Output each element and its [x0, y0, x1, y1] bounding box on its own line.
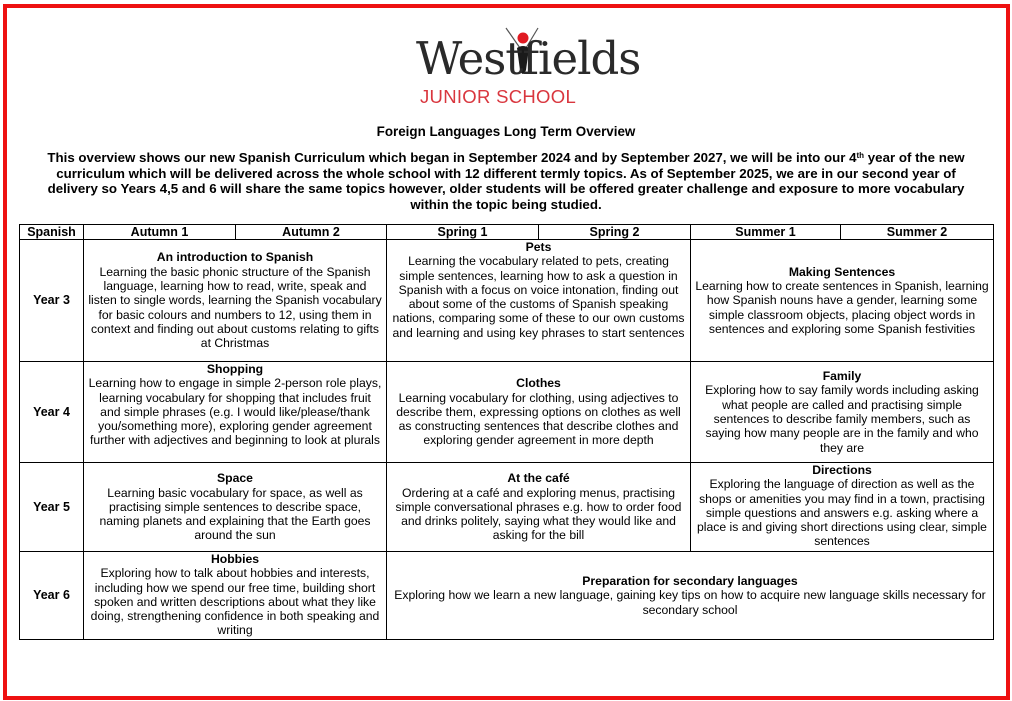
intro-text-2: year of the new curriculum which will be delivered across the whole school with 12 different termly topics. As of September 2025, we are in our second year of delivery so Years 4,5 and 6 will share the same topics however, older students will be offered greater challenge and exposure to more vocabulary within the topic being studied. — [47, 150, 965, 212]
topic-description: Exploring how we learn a new language, gaining key tips on how to acquire new language skills necessary for secondary school — [394, 588, 986, 617]
topic-cell-autumn — [84, 552, 387, 640]
header-autumn-2: Autumn 2 — [236, 225, 387, 240]
topic-description: Exploring how to talk about hobbies and interests, including how we spend our free time, building short spoken and written descriptions about what they like doing, strengthening confidence in both speaking and writing — [90, 566, 380, 638]
topic-description: Exploring the language of direction as well as the shops or amenities you may find in a town, practising simple questions and answers e.g. asking where a place is and giving short directions using clear, simple sentences — [697, 477, 987, 549]
table-row-year-3 — [20, 240, 994, 362]
topic-description: Learning the basic phonic structure of the Spanish language, learning how to read, write, speak and listen to single words, learning the Spanish vocabulary for basic colours and numbers to 12, using them in context and finding out about customs relating to gifts at Christmas — [88, 264, 382, 351]
intro-paragraph — [30, 150, 982, 212]
topic-cell-summer — [691, 240, 994, 362]
topic-title: At the café — [507, 471, 570, 486]
page-title: Foreign Languages Long Term Overview — [376, 124, 636, 139]
topic-description: Ordering at a café and exploring menus, practising simple conversational phrases e.g. how to order food and drinks politely, saying what they would like and asking for the bill — [395, 485, 682, 543]
topic-title: An introduction to Spanish — [156, 250, 314, 265]
topic-description: Exploring how to say family words including asking what people are called and practising simple sentences to describe family members, such as saying how many people are in the family and who they are — [705, 383, 979, 455]
topic-cell-spring — [387, 463, 691, 552]
table-header-row — [20, 225, 994, 240]
logo-subtitle: JUNIOR SCHOOL — [420, 86, 577, 107]
topic-cell-autumn — [84, 463, 387, 552]
topic-title: Directions — [812, 463, 872, 477]
curriculum-table — [19, 224, 994, 640]
school-logo — [416, 26, 641, 110]
topic-cell-spring — [387, 362, 691, 463]
topic-title: Shopping — [206, 362, 264, 376]
topic-description: Learning basic vocabulary for space, as well as practising simple sentences to describe space, naming planets and explaining that the Earth goes around the sun — [99, 485, 371, 543]
topic-cell-spring — [387, 240, 691, 362]
topic-title: Making Sentences — [788, 264, 896, 279]
header-summer-2: Summer 2 — [841, 225, 994, 240]
topic-description: Learning how to engage in simple 2-person role plays, learning vocabulary for shopping that includes fruit and simple phrases (e.g. I would like/please/thank you/something more), exploring gender agreement further with adjectives and beginning to look at plurals — [88, 376, 382, 448]
year-label: Year 4 — [20, 362, 84, 463]
header-summer-1: Summer 1 — [691, 225, 841, 240]
topic-cell-autumn — [84, 362, 387, 463]
intro-superscript: th — [856, 151, 865, 160]
topic-title: Pets — [525, 240, 552, 254]
table-row-year-5 — [20, 463, 994, 552]
header-autumn-1: Autumn 1 — [84, 225, 236, 240]
topic-description: Learning the vocabulary related to pets, creating simple sentences, learning how to ask a question in Spanish with a focus on voice intonation, finding out about some of the customs of Spanish speaking nations, comparing some of these to our own customs and learning and using key phrases to start sentences — [392, 254, 685, 340]
topic-description: Learning how to create sentences in Spanish, learning how Spanish nouns have a gender, learning some simple classroom objects, placing object words in sentences and exploring some Spanish festivities — [695, 279, 989, 336]
topic-title: Family — [822, 369, 862, 384]
topic-title: Preparation for secondary languages — [582, 574, 798, 589]
topic-cell-summer — [691, 463, 994, 552]
logo-wordmark: Westfields — [416, 32, 641, 85]
intro-text-1: This overview shows our new Spanish Curriculum which began in September 2024 and by September 2027, we will be into our 4 — [47, 150, 857, 165]
header-spring-2: Spring 2 — [539, 225, 691, 240]
topic-cell-summer — [691, 362, 994, 463]
year-label: Year 6 — [20, 552, 84, 640]
topic-cell-spring-summer — [387, 552, 994, 640]
topic-title: Space — [217, 471, 253, 486]
year-label: Year 5 — [20, 463, 84, 552]
topic-cell-autumn — [84, 240, 387, 362]
topic-title: Hobbies — [210, 552, 260, 566]
header-spanish: Spanish — [20, 225, 84, 240]
table-row-year-6 — [20, 552, 994, 640]
topic-title: Clothes — [516, 376, 561, 391]
topic-description: Learning vocabulary for clothing, using adjectives to describe them, expressing options on clothes as well as constructing sentences that describe clothes and exploring gender agreement in more depth — [396, 390, 681, 448]
table-row-year-4 — [20, 362, 994, 463]
year-label: Year 3 — [20, 240, 84, 362]
header-spring-1: Spring 1 — [387, 225, 539, 240]
